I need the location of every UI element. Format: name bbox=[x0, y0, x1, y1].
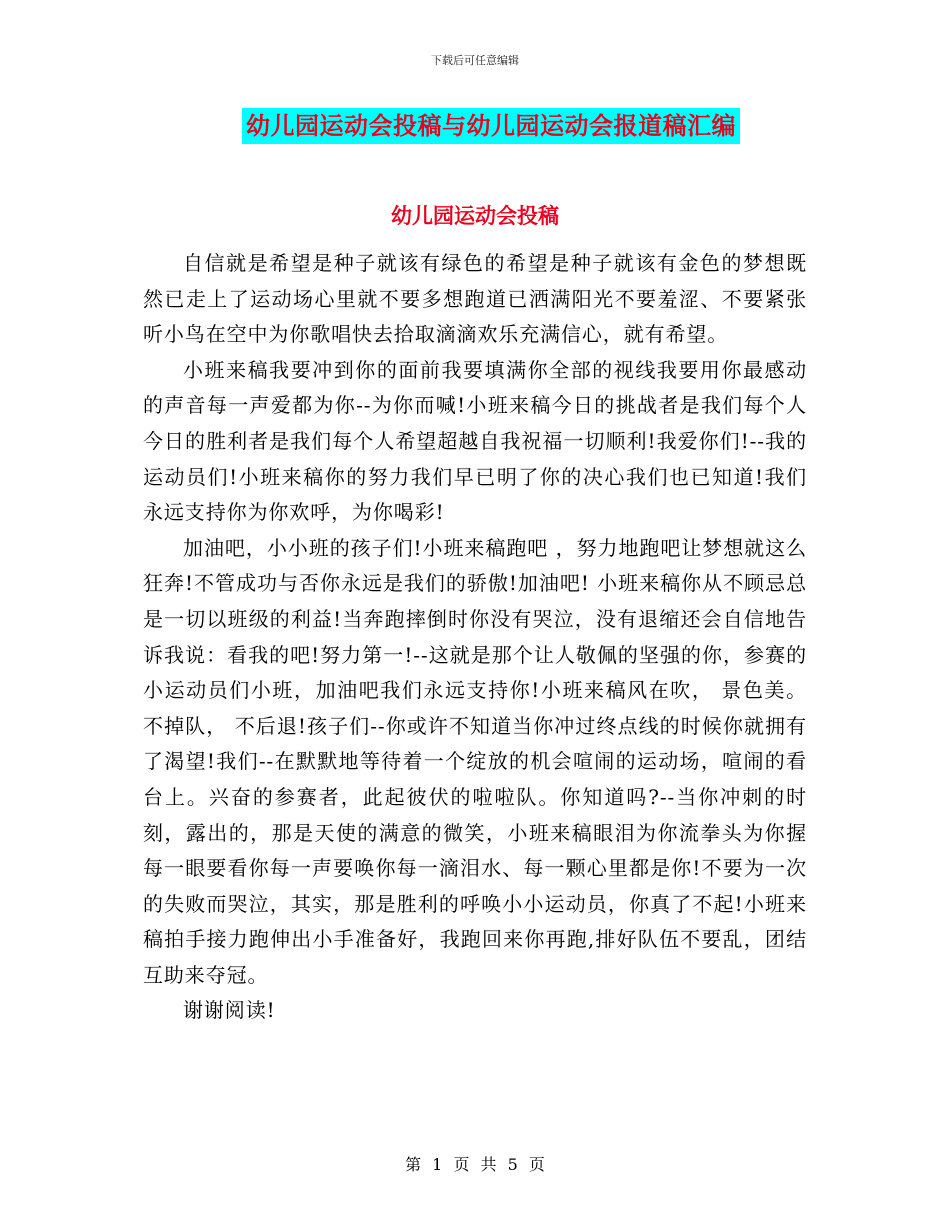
paragraph-2: 小班来稿我要冲到你的面前我要填满你全部的视线我要用你最感动的声音每一声爱都为你--为你而喊!小班来稿今日的挑战者是我们每个人今日的胜利者是我们每个人希望超越自我祝福一切顺利!我爱你们!--我的运动员们!小班来稿你的努力我们早已明了你的决心我们也已知道!我们永远支持你为你欢呼，为你喝彩! bbox=[143, 357, 807, 525]
paragraph-3: 加油吧，小小班的孩子们!小班来稿跑吧 ，努力地跑吧让梦想就这么狂奔!不管成功与否你永远是我们的骄傲!加油吧! 小班来稿你从不顾忌总是一切以班级的利益!当奔跑摔倒时你没有哭泣，没有退缩还会自信地告诉我说：看我的吧!努力第一!--这就是那个让人敬佩的坚强的你，参赛的小运动员们小班，加油吧我们永远支持你!小班来稿风在吹， 景色美。不掉队， 不后退!孩子们--你或许不知道当你冲过终点线的时候你就拥有了渴望!我们--在默默地等待着一个绽放的机会喧闹的运动场，喧闹的看台上。兴奋的参赛者，此起彼伏的啦啦队。你知道吗?--当你冲刺的时刻，露出的，那是天使的满意的微笑，小班来稿眼泪为你流拳头为你握每一眼要看你每一声要唤你每一滴泪水、每一颗心里都是你!不要为一次的失败而哭泣，其实，那是胜利的呼唤小小运动员，你真了不起!小班来稿拍手接力跑伸出小手准备好，我跑回来你再跑,排好队伍不要乱，团结互助来夺冠。 bbox=[143, 535, 807, 987]
main-title: 幼儿园运动会投稿与幼儿园运动会报道稿汇编 bbox=[242, 108, 740, 144]
body-text bbox=[143, 246, 807, 1029]
main-title-container bbox=[0, 108, 950, 144]
page-footer: 第 1 页 共 5 页 bbox=[405, 1155, 545, 1174]
paragraph-4: 谢谢阅读! bbox=[183, 998, 276, 1023]
header-note: 下载后可任意编辑 bbox=[431, 54, 519, 67]
paragraph-1: 自信就是希望是种子就该有绿色的希望是种子就该有金色的梦想既然已走上了运动场心里就不要多想跑道已洒满阳光不要羞涩、不要紧张听小鸟在空中为你歌唱快去拾取滴滴欢乐充满信心，就有希望。 bbox=[143, 251, 807, 347]
section-title: 幼儿园运动会投稿 bbox=[391, 204, 559, 228]
